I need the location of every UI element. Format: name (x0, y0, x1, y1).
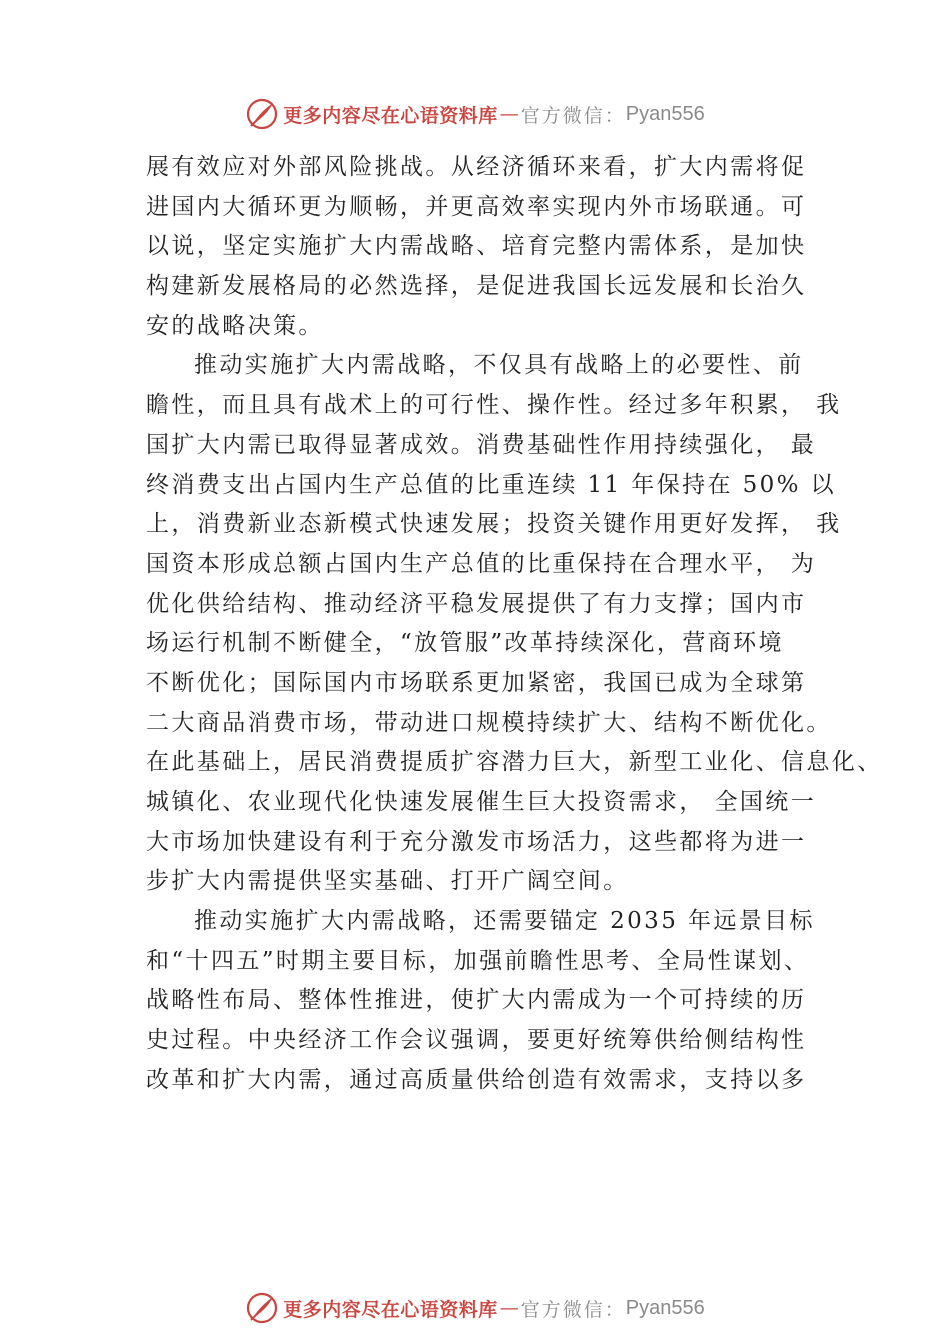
text-line: 国资本形成总额占国内生产总值的比重保持在合理水平， 为 (146, 550, 817, 577)
text-line: 终消费支出占国内生产总值的比重连续 11 年保持在 50% 以 (146, 471, 837, 498)
text-line: 城镇化、农业现代化快速发展催生巨大投资需求， 全国统一 (146, 789, 817, 815)
watermark-wechat-id: Pyan556 (625, 102, 705, 125)
text-line: 以说，坚定实施扩大内需战略、培育完整内需体系，是加快 (146, 233, 807, 260)
text-line: 在此基础上，居民消费提质扩容潜力巨大，新型工业化、信息化、 (146, 749, 883, 776)
text-line: 战略性布局、整体性推进，使扩大内需成为一个可持续的历 (146, 987, 807, 1014)
watermark-library-text: 更多内容尽在心语资料库 (283, 1298, 498, 1321)
watermark-wechat-label: 官方微信： (520, 104, 626, 127)
quill-logo-icon (245, 1291, 279, 1325)
text-line: 瞻性，而且具有战术上的可行性、操作性。经过多年积累， 我 (146, 392, 842, 419)
text-line: 大市场加快建设有利于充分激发市场活力，这些都将为进一 (146, 828, 807, 855)
text-line: 场运行机制不断健全，“放管服”改革持续深化，营商环境 (146, 630, 784, 657)
text-line: 和“十四五”时期主要目标，加强前瞻性思考、全局性谋划、 (146, 947, 810, 974)
watermark-wechat-id: Pyan556 (625, 1296, 705, 1319)
text-line: 构建新发展格局的必然选择，是促进我国长远发展和长治久 (146, 273, 807, 300)
text-line: 优化供给结构、推动经济平稳发展提供了有力支撑；国内市 (146, 590, 807, 617)
text-line: 史过程。中央经济工作会议强调，要更好统筹供给侧结构性 (146, 1027, 807, 1054)
document-body (146, 148, 883, 1101)
text-line: 不断优化；国际国内市场联系更加紧密，我国已成为全球第 (146, 669, 807, 696)
footer-watermark (0, 1288, 950, 1328)
header-watermark (0, 94, 950, 134)
text-line: 改革和扩大内需，通过高质量供给创造有效需求，支持以多 (146, 1066, 807, 1093)
watermark-library-text: 更多内容尽在心语资料库 (283, 104, 498, 127)
watermark-dash: — (499, 103, 519, 125)
text-line: 安的战略决策。 (146, 312, 324, 339)
quill-logo-icon (245, 97, 279, 131)
text-line: 进国内大循环更为顺畅，并更高效率实现内外市场联通。可 (146, 193, 807, 220)
watermark-dash: — (499, 1297, 519, 1319)
text-line: 上，消费新业态新模式快速发展；投资关键作用更好发挥， 我 (146, 511, 842, 538)
watermark-wechat-label: 官方微信： (520, 1298, 626, 1321)
text-line: 推动实施扩大内需战略，还需要锚定 2035 年远景目标 (194, 908, 815, 935)
text-line: 推动实施扩大内需战略，不仅具有战略上的必要性、前 (194, 352, 804, 379)
text-line: 国扩大内需已取得显著成效。消费基础性作用持续强化， 最 (146, 431, 817, 458)
text-line: 步扩大内需提供坚实基础、打开广阔空间。 (146, 868, 629, 895)
text-line: 二大商品消费市场，带动进口规模持续扩大、结构不断优化。 (146, 709, 832, 736)
text-line: 展有效应对外部风险挑战。从经济循环来看，扩大内需将促 (146, 154, 807, 180)
